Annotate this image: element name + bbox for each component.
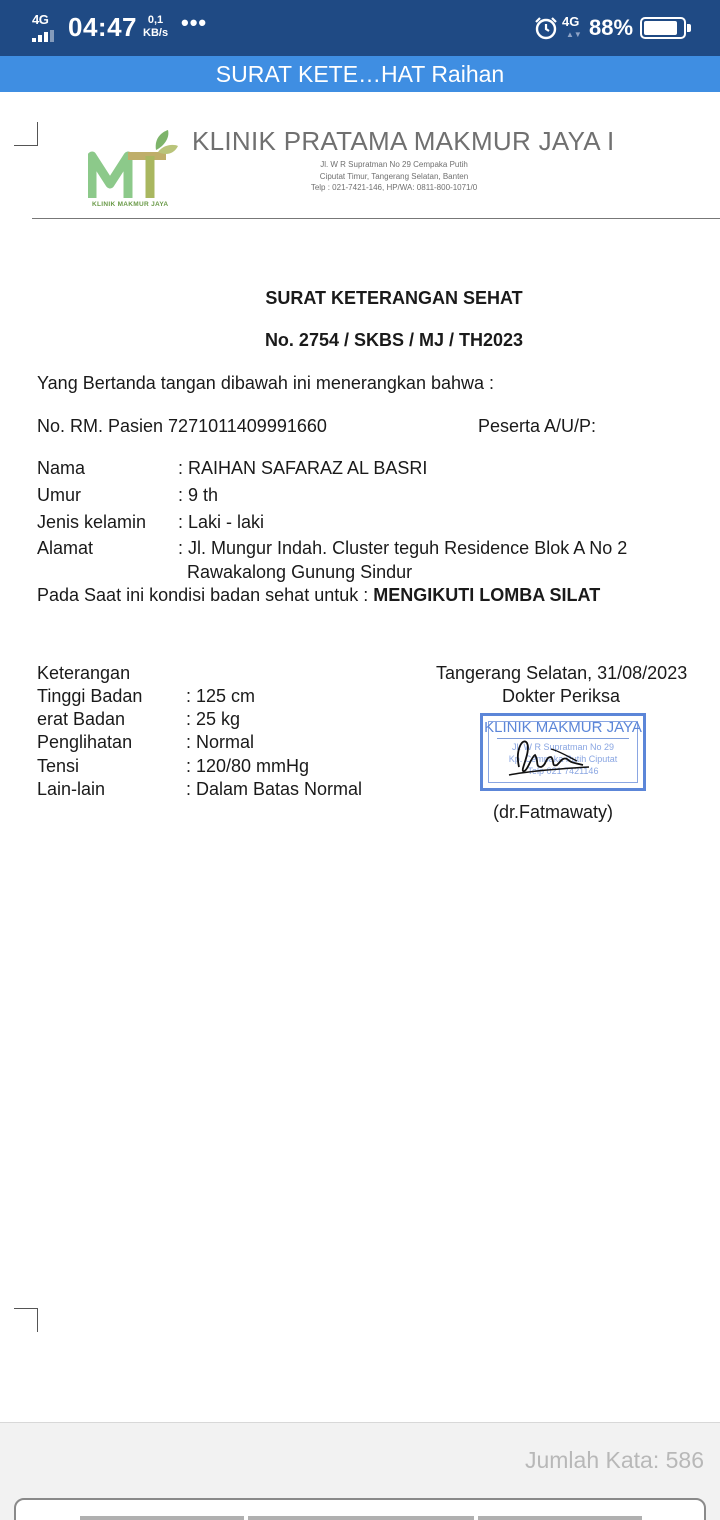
signal-icon: [32, 12, 60, 40]
crop-mark-top: [14, 122, 38, 146]
more-notifications-icon: •••: [181, 10, 208, 35]
network-type-left: 4G: [32, 12, 49, 27]
bottom-panel: [0, 1422, 720, 1520]
exam-value: : Dalam Batas Normal: [186, 779, 363, 799]
clinic-address: [240, 159, 548, 194]
document-title-bar[interactable]: SURAT KETE…HAT Raihan: [0, 56, 720, 92]
patient-label: Jenis kelamin: [37, 512, 147, 532]
patient-value: : Laki - laki: [178, 512, 265, 532]
battery-percent: 88%: [589, 15, 634, 40]
exam-value: : 125 cm: [186, 686, 256, 706]
patient-address-continued: Rawakalong Gunung Sindur: [187, 562, 413, 582]
clinic-address-line: Ciputat Timur, Tangerang Selatan, Banten: [319, 171, 469, 181]
patient-value: : RAIHAN SAFARAZ AL BASRI: [178, 458, 428, 478]
network-type-right-label: 4G: [562, 14, 580, 29]
crop-mark-bottom: [14, 1308, 38, 1332]
purpose-prefix: Pada Saat ini kondisi badan sehat untuk :: [37, 585, 374, 605]
clock: 04:47: [68, 12, 137, 42]
intro-text: Yang Bertanda tangan dibawah ini menerangkan bahwa :: [37, 373, 494, 393]
medical-record-number: No. RM. Pasien 7271011409991660: [37, 416, 327, 436]
clinic-phone: Telp : 021-7421-146, HP/WA: 0811-800-1071/0: [310, 183, 478, 192]
purpose-line: [37, 585, 600, 606]
exam-label: Tinggi Badan: [37, 686, 143, 706]
keterangan-heading: Keterangan: [37, 663, 131, 683]
patient-value: : 9 th: [178, 485, 219, 505]
stamp-line: Kp. Cempaka Putih Ciputat: [508, 754, 618, 764]
exam-label: Tensi: [37, 756, 80, 776]
letterhead-divider: [32, 218, 720, 219]
clinic-name: KLINIK PRATAMA MAKMUR JAYA I: [192, 126, 615, 156]
doctor-role: Dokter Periksa: [502, 686, 621, 706]
toolbar-segment[interactable]: [248, 1516, 474, 1520]
exam-value: : 120/80 mmHg: [186, 756, 310, 776]
status-bar: [0, 0, 720, 56]
patient-label: Nama: [37, 458, 86, 478]
doctor-name: (dr.Fatmawaty): [493, 802, 614, 822]
stamp-line: Jl. W R Supratman No 29: [511, 742, 615, 752]
network-type-right: 4G ▲▼: [562, 14, 582, 39]
exam-value: : 25 kg: [186, 709, 241, 729]
alarm-icon: [534, 16, 558, 40]
logo-caption: KLINIK MAKMUR JAYA: [92, 201, 169, 208]
participant-type: Peserta A/U/P:: [478, 416, 597, 436]
exam-label: Lain-lain: [37, 779, 106, 799]
exam-label: erat Badan: [37, 709, 126, 729]
network-speed-value: 0,1: [147, 14, 164, 26]
battery-icon: [640, 17, 686, 39]
battery-fill: [644, 21, 677, 35]
doctor-signature: [505, 727, 595, 782]
exam-value: : Normal: [186, 732, 255, 752]
bottom-toolbar[interactable]: [14, 1498, 706, 1520]
patient-label: Umur: [37, 485, 81, 505]
clinic-logo: [88, 126, 188, 210]
toolbar-segment[interactable]: [478, 1516, 642, 1520]
purpose-value: MENGIKUTI LOMBA SILAT: [373, 585, 601, 605]
letter-title: SURAT KETERANGAN SEHAT: [265, 288, 523, 308]
network-speed-unit: KB/s: [143, 27, 169, 39]
stamp-line: Telp 021 7421146: [527, 766, 599, 776]
letter-number: No. 2754 / SKBS / MJ / TH2023: [264, 330, 524, 350]
stamp-title: KLINIK MAKMUR JAYA: [484, 719, 642, 736]
patient-label: Alamat: [37, 538, 94, 558]
document-page[interactable]: [0, 92, 720, 1422]
place-date: Tangerang Selatan, 31/08/2023: [436, 663, 688, 683]
word-count: Jumlah Kata: 586: [524, 1447, 704, 1473]
exam-label: Penglihatan: [37, 732, 133, 752]
network-speed: [143, 14, 168, 40]
patient-value: : Jl. Mungur Indah. Cluster teguh Residence Blok A No 2: [178, 538, 628, 558]
clinic-address-line: Jl. W R Supratman No 29 Cempaka Putih: [320, 160, 468, 169]
toolbar-segment[interactable]: [80, 1516, 244, 1520]
